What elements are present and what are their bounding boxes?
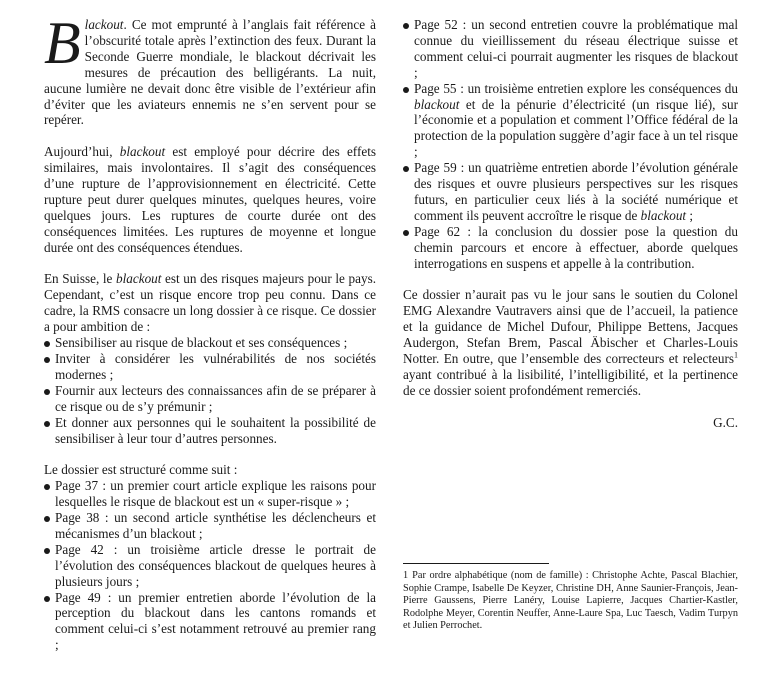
list-item: Page 42 : un troisième article dresse le portrait de l’évolution des conséquences blackout de quelques heures à plusieurs jours ; xyxy=(44,542,376,590)
drop-cap: B xyxy=(44,10,81,76)
list-item: Inviter à considérer les vulnérabilités de nos sociétés modernes ; xyxy=(44,351,376,383)
intro-paragraph xyxy=(44,10,376,128)
acknowledgements-paragraph xyxy=(403,287,738,398)
paragraph-switzerland xyxy=(44,271,376,335)
intro-text: . Ce mot emprunté à l’anglais fait référence à l’obscurité totale après l’extinction des feux. Durant la Seconde Guerre mondiale, le blackout décrivait les mesures de précaution des belligérants. La nuit, aucune lumière ne devait donc être visible de l’extérieur afin d’éviter que les aviateurs ennemis ne s’en servent pour se repérer. xyxy=(44,17,376,128)
footnote xyxy=(403,570,738,633)
left-column xyxy=(44,10,376,653)
right-column xyxy=(403,17,738,431)
list-item: Sensibiliser au risque de blackout et ses conséquences ; xyxy=(44,335,376,351)
text-run: est employé pour décrire des effets similaires, mais involontaires. Il s’agit des conséquences d’une rupture de l’approvisionnement en électricité. Cette rupture peut durer quelques minutes, quelques heures, voire quelques jours. Les ruptures de courte durée ont des conséquences limitées. Les ruptures de moyenne et longue durée ont des conséquences étendues. xyxy=(44,144,376,255)
list-item: Page 49 : un premier entretien aborde l’évolution de la perception du blackout dans les cantons romands et comment celui-ci s’est notamment retrouvé au premier rang ; xyxy=(44,590,376,654)
list-item xyxy=(403,160,738,224)
text-run: et de la pénurie d’électricité (un risque lié), sur l’économie et a population et comment l’Office fédéral de la protection de la population suggère d’agir face à un tel risque ; xyxy=(414,96,738,160)
text-run: ayant contribué à la lisibilité, l’intelligibilité, et la pertinence de ce dossier soient profondément remerciés. xyxy=(403,366,738,398)
footnote-marker: 1 xyxy=(734,350,738,360)
list-item: Page 62 : la conclusion du dossier pose la question du chemin parcours et encore à effectuer, aborde quelques interrogations en suspens et appelle à la contribution. xyxy=(403,224,738,272)
footnote-number: 1 xyxy=(403,570,409,581)
italic-term: blackout xyxy=(116,271,162,287)
italic-term: blackout xyxy=(119,144,166,160)
paragraph-definition xyxy=(44,144,376,255)
list-item: Page 37 : un premier court article explique les raisons pour lesquelles le risque de blackout est un « super-risque » ; xyxy=(44,478,376,510)
italic-term: blackout xyxy=(640,207,687,223)
ambition-list xyxy=(44,335,376,446)
list-item: Page 38 : un second article synthétise les déclencheurs et mécanismes d’un blackout ; xyxy=(44,510,376,542)
text-run: Page 59 : un quatrième entretien aborde l’évolution générale des risques et ouvre plusieurs perspectives sur les risques futurs, en particulier ceux liés à la société numérique et comment ils peuvent accroître le risque de xyxy=(414,160,738,223)
list-item: Page 52 : un second entretien couvre la problématique mal connue du vieillissement du réseau électrique suisse et comment celui-ci pourrait augmenter les risques de blackout ; xyxy=(403,17,738,81)
text-run: ; xyxy=(686,207,694,223)
intro-keyword: lackout xyxy=(84,17,124,32)
italic-term: blackout xyxy=(414,96,460,112)
text-run: En Suisse, le xyxy=(44,271,117,287)
footnote-divider xyxy=(403,563,549,564)
list-item xyxy=(403,81,738,161)
structure-heading: Le dossier est structuré comme suit : xyxy=(44,462,238,478)
text-run: Aujourd’hui, xyxy=(44,144,120,160)
text-run: Page 55 : un troisième entretien explore les conséquences du xyxy=(414,80,738,96)
text-run: Ce dossier n’aurait pas vu le jour sans le soutien du Colonel EMG Alexandre Vautravers ainsi que de l’accueil, la patience et la guidance de Michel Dufour, Philippe Bettens, Jacques Audergon, Stefan Brem, Pascal Äbischer et Charles-Louis Notter. En outre, que l’ensemble des correcteurs et relecteurs xyxy=(403,287,738,367)
signature: G.C. xyxy=(713,414,738,430)
structure-list-left xyxy=(44,478,376,653)
text-run: est un des risques majeurs pour le pays. Cependant, c’est un risque encore trop peu connu. Dans ce cadre, la RMS consacre un long dossier à ce risque. Ce dossier a pour ambition de : xyxy=(44,271,376,335)
list-item: Et donner aux personnes qui le souhaitent la possibilité de sensibiliser à leur tour d’autres personnes. xyxy=(44,415,376,447)
structure-list-right xyxy=(403,17,738,272)
footnote-text: Par ordre alphabétique (nom de famille) : Christophe Achte, Pascal Blachier, Sophie Crampe, Isabelle De Keyzer, Christine DH, Anne Saunier-François, Jean-Pierre Gaussens, Pierre Lanéry, Louise Lapierre, Jacques Chartier-Kastler, Rodolphe Meyer, Corentin Neuffer, Anne-Laure Spa, Luc Taesch, Vadim Turpyn et Julien Perrochet. xyxy=(403,570,738,632)
list-item: Fournir aux lecteurs des connaissances afin de se préparer à ce risque ou de s’y prémunir ; xyxy=(44,383,376,415)
